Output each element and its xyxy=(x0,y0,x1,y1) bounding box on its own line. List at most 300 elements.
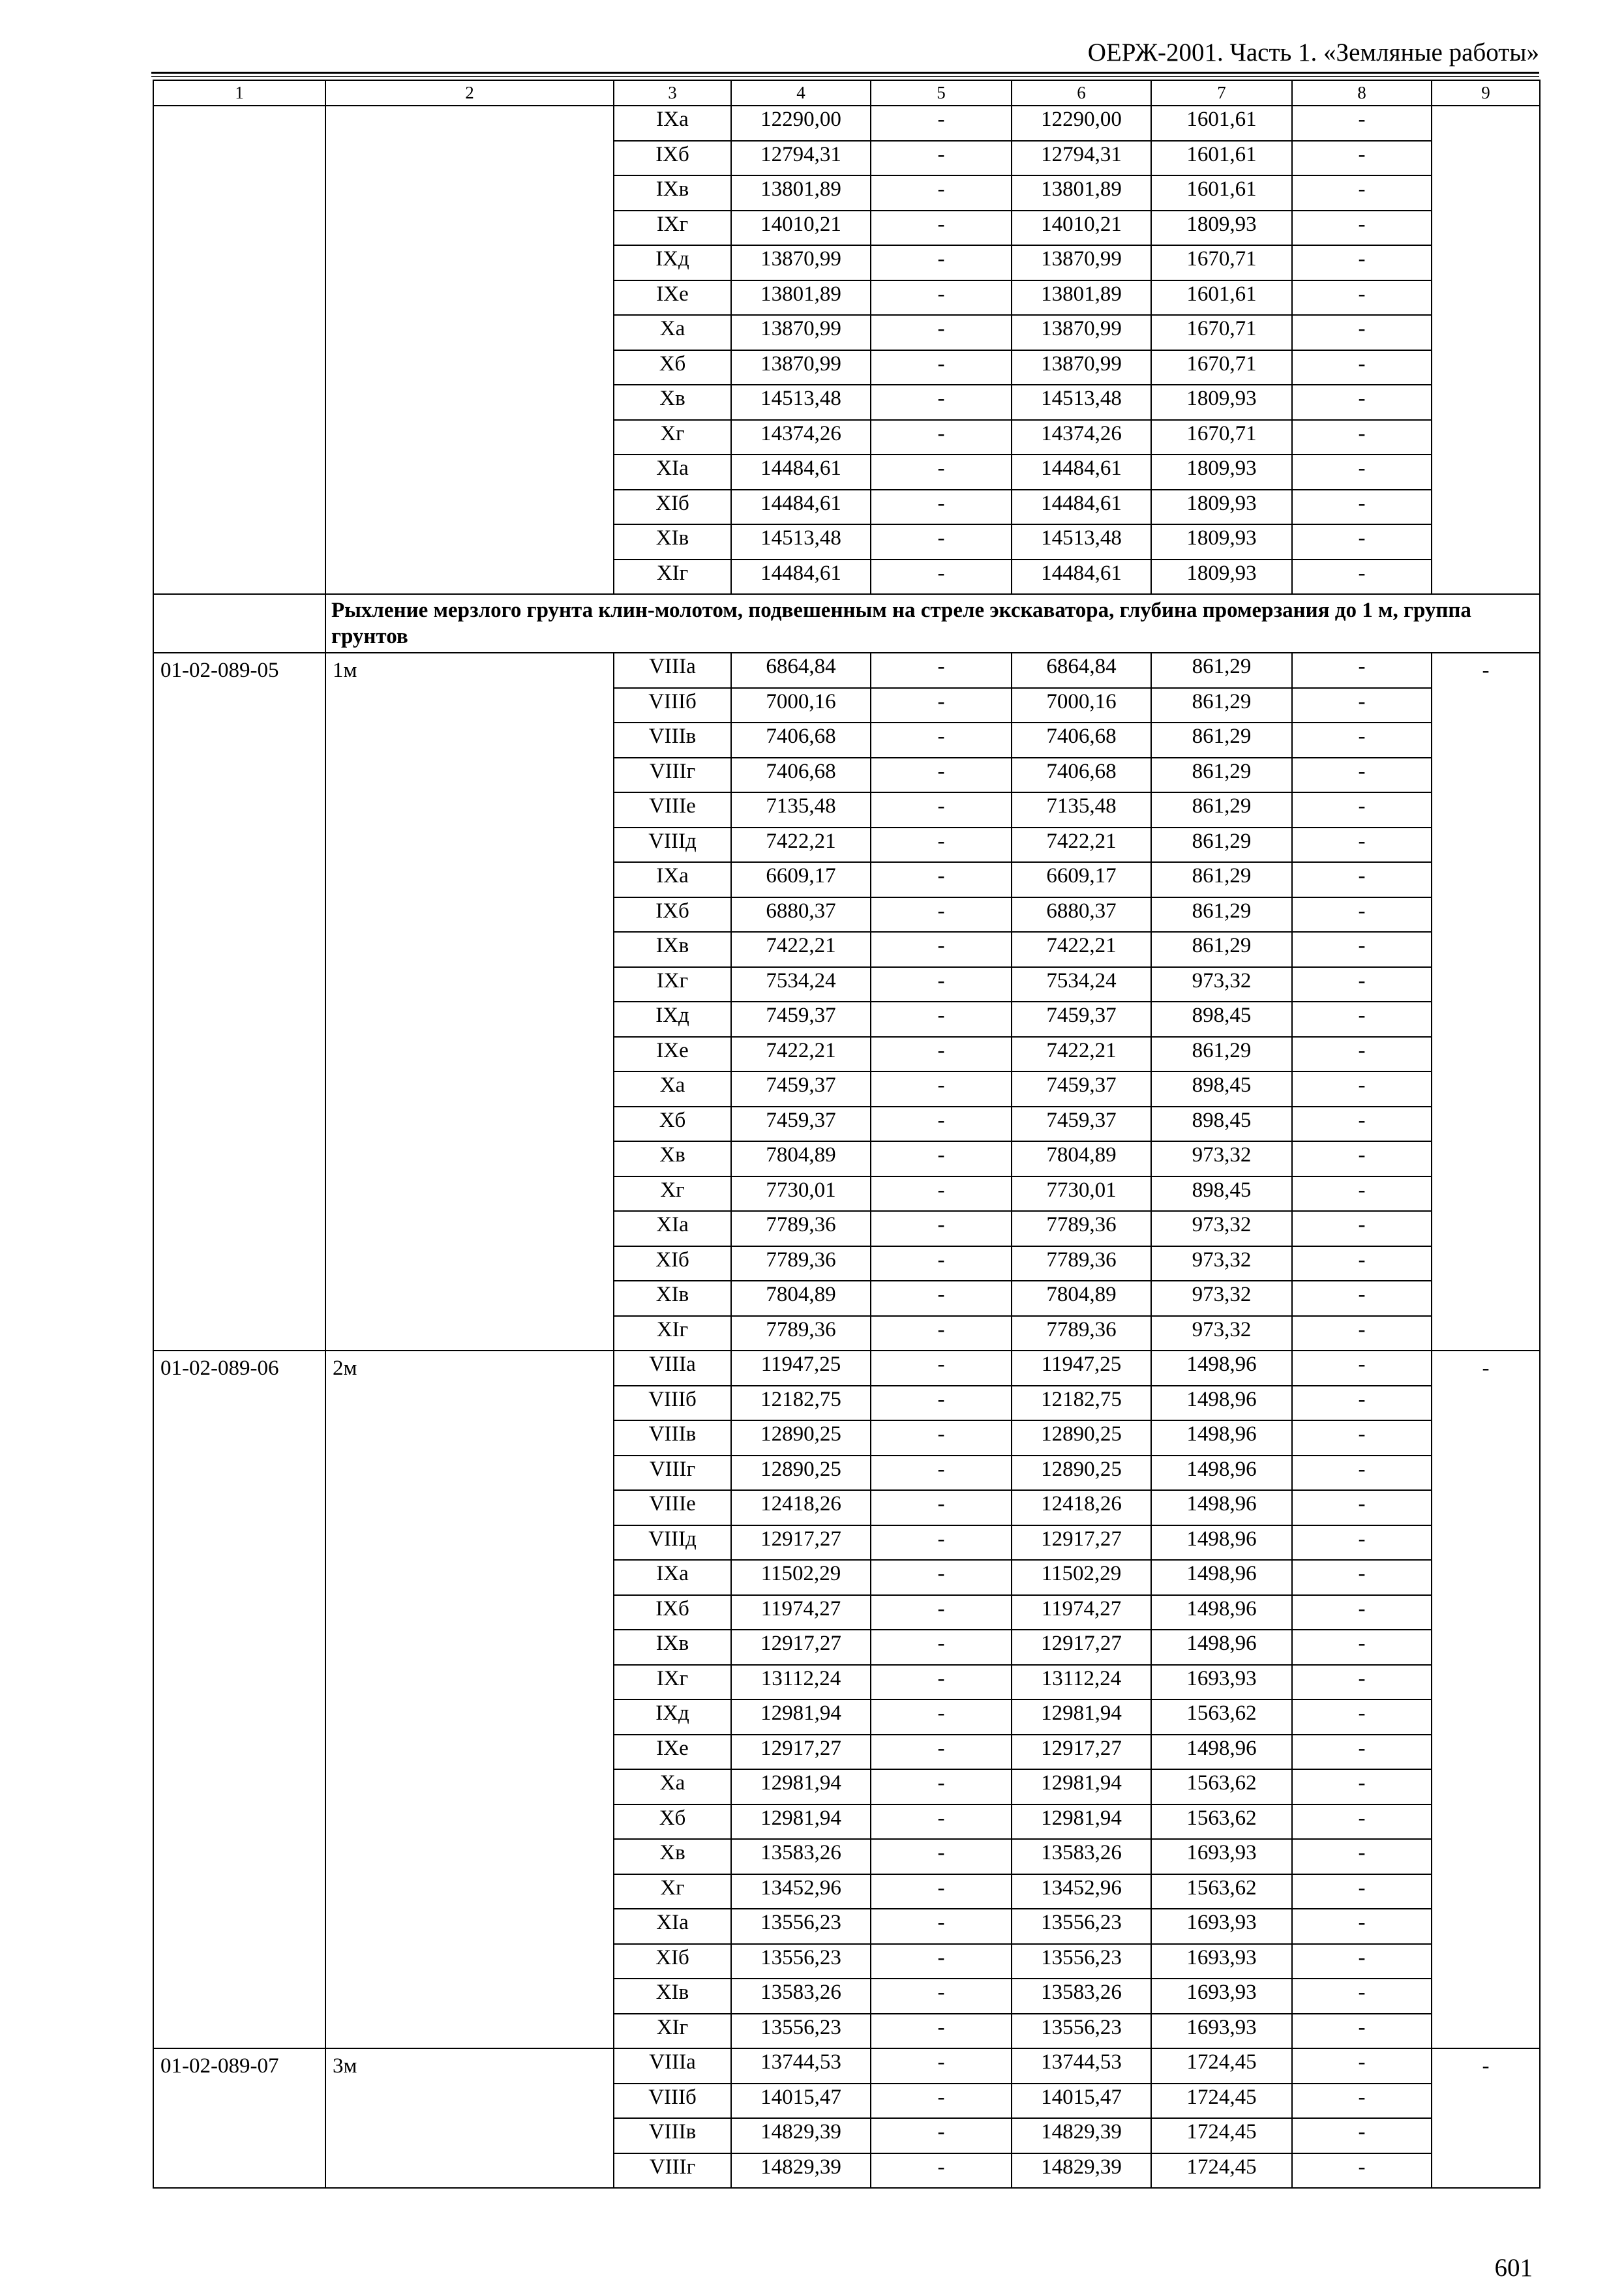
soil-group: IXа xyxy=(614,1560,731,1595)
cost-col9 xyxy=(1432,106,1540,594)
cost-col6: 13801,89 xyxy=(1012,175,1151,211)
cost-col6: 7789,36 xyxy=(1012,1211,1151,1246)
cost-col5: - xyxy=(871,1386,1012,1421)
total-cost: 13583,26 xyxy=(731,1839,871,1874)
cost-col5: - xyxy=(871,420,1012,455)
total-cost: 14484,61 xyxy=(731,455,871,490)
total-cost: 13556,23 xyxy=(731,1944,871,1979)
column-number: 5 xyxy=(871,80,1012,106)
cost-col7: 1809,93 xyxy=(1151,560,1292,595)
cost-col5: - xyxy=(871,141,1012,176)
total-cost: 6880,37 xyxy=(731,897,871,933)
cost-col5: - xyxy=(871,1909,1012,1944)
total-cost: 13556,23 xyxy=(731,1909,871,1944)
cost-col8: - xyxy=(1292,1037,1432,1072)
soil-group: VIIIд xyxy=(614,1525,731,1561)
total-cost: 12418,26 xyxy=(731,1490,871,1525)
cost-col6: 13744,53 xyxy=(1012,2048,1151,2084)
cost-col6: 11974,27 xyxy=(1012,1595,1151,1630)
column-number: 7 xyxy=(1151,80,1292,106)
cost-col7: 1693,93 xyxy=(1151,1839,1292,1874)
cost-col6: 12890,25 xyxy=(1012,1456,1151,1491)
section-spacer xyxy=(153,594,325,653)
cost-col6: 13556,23 xyxy=(1012,1909,1151,1944)
total-cost: 7804,89 xyxy=(731,1281,871,1316)
cost-col5: - xyxy=(871,2118,1012,2153)
cost-col5: - xyxy=(871,1979,1012,2014)
cost-col7: 973,32 xyxy=(1151,1141,1292,1176)
cost-col8: - xyxy=(1292,350,1432,385)
cost-col6: 7534,24 xyxy=(1012,967,1151,1002)
cost-col5: - xyxy=(871,490,1012,525)
total-cost: 14513,48 xyxy=(731,524,871,560)
cost-col7: 1809,93 xyxy=(1151,490,1292,525)
soil-group: Xб xyxy=(614,1804,731,1840)
cost-col7: 1693,93 xyxy=(1151,1665,1292,1700)
cost-col7: 1563,62 xyxy=(1151,1804,1292,1840)
cost-col7: 1498,96 xyxy=(1151,1386,1292,1421)
cost-col5: - xyxy=(871,280,1012,316)
cost-col5: - xyxy=(871,792,1012,828)
cost-col6: 13583,26 xyxy=(1012,1979,1151,2014)
soil-group: XIб xyxy=(614,490,731,525)
total-cost: 14829,39 xyxy=(731,2118,871,2153)
soil-group: Xв xyxy=(614,385,731,420)
cost-col7: 898,45 xyxy=(1151,1002,1292,1037)
cost-col8: - xyxy=(1292,1316,1432,1351)
table-row xyxy=(153,106,1540,141)
cost-col6: 12290,00 xyxy=(1012,106,1151,141)
soil-group: IXб xyxy=(614,141,731,176)
cost-col5: - xyxy=(871,2084,1012,2119)
total-cost: 7135,48 xyxy=(731,792,871,828)
column-number: 3 xyxy=(614,80,731,106)
soil-group: VIIIа xyxy=(614,1351,731,1386)
cost-col8: - xyxy=(1292,245,1432,280)
column-number: 2 xyxy=(325,80,614,106)
soil-group: XIг xyxy=(614,1316,731,1351)
cost-col8: - xyxy=(1292,1804,1432,1840)
cost-col7: 861,29 xyxy=(1151,758,1292,793)
cost-col6: 14829,39 xyxy=(1012,2118,1151,2153)
cost-col7: 1809,93 xyxy=(1151,211,1292,246)
soil-group: Xв xyxy=(614,1141,731,1176)
cost-col5: - xyxy=(871,1595,1012,1630)
soil-group: VIIIб xyxy=(614,688,731,723)
total-cost: 14015,47 xyxy=(731,2084,871,2119)
cost-col8: - xyxy=(1292,1630,1432,1665)
cost-col7: 1498,96 xyxy=(1151,1560,1292,1595)
soil-group: VIIIб xyxy=(614,2084,731,2119)
cost-col6: 14484,61 xyxy=(1012,560,1151,595)
cost-col7: 861,29 xyxy=(1151,1037,1292,1072)
total-cost: 12794,31 xyxy=(731,141,871,176)
soil-group: IXа xyxy=(614,106,731,141)
cost-col6: 12981,94 xyxy=(1012,1804,1151,1840)
column-number: 4 xyxy=(731,80,871,106)
cost-col7: 1809,93 xyxy=(1151,455,1292,490)
cost-col7: 861,29 xyxy=(1151,828,1292,863)
total-cost: 7000,16 xyxy=(731,688,871,723)
total-cost: 7459,37 xyxy=(731,1002,871,1037)
cost-col7: 861,29 xyxy=(1151,862,1292,897)
cost-col5: - xyxy=(871,653,1012,688)
cost-col7: 1693,93 xyxy=(1151,1944,1292,1979)
total-cost: 13801,89 xyxy=(731,280,871,316)
cost-col6: 13583,26 xyxy=(1012,1839,1151,1874)
cost-col5: - xyxy=(871,2014,1012,2049)
cost-col7: 1498,96 xyxy=(1151,1490,1292,1525)
cost-col7: 861,29 xyxy=(1151,897,1292,933)
cost-col7: 1670,71 xyxy=(1151,245,1292,280)
cost-col7: 1724,45 xyxy=(1151,2118,1292,2153)
cost-col5: - xyxy=(871,967,1012,1002)
cost-col8: - xyxy=(1292,1420,1432,1456)
cost-col5: - xyxy=(871,175,1012,211)
total-cost: 13744,53 xyxy=(731,2048,871,2084)
cost-col5: - xyxy=(871,1420,1012,1456)
total-cost: 13870,99 xyxy=(731,315,871,350)
cost-col7: 973,32 xyxy=(1151,967,1292,1002)
total-cost: 7406,68 xyxy=(731,723,871,758)
cost-col5: - xyxy=(871,1804,1012,1840)
cost-col7: 1724,45 xyxy=(1151,2084,1292,2119)
cost-col6: 11947,25 xyxy=(1012,1351,1151,1386)
soil-group: Xб xyxy=(614,1107,731,1142)
soil-group: IXг xyxy=(614,211,731,246)
soil-group: XIа xyxy=(614,1211,731,1246)
cost-col7: 898,45 xyxy=(1151,1176,1292,1212)
cost-col7: 973,32 xyxy=(1151,1246,1292,1281)
document-title: ОЕРЖ-2001. Часть 1. «Земляные работы» xyxy=(1087,38,1539,67)
total-cost: 12981,94 xyxy=(731,1804,871,1840)
cost-col8: - xyxy=(1292,2153,1432,2189)
cost-col8: - xyxy=(1292,1944,1432,1979)
cost-col8: - xyxy=(1292,1979,1432,2014)
cost-col7: 1670,71 xyxy=(1151,420,1292,455)
soil-group: Xг xyxy=(614,1176,731,1212)
cost-col8: - xyxy=(1292,1176,1432,1212)
total-cost: 13870,99 xyxy=(731,350,871,385)
soil-group: VIIIа xyxy=(614,2048,731,2084)
cost-col7: 1498,96 xyxy=(1151,1420,1292,1456)
total-cost: 13556,23 xyxy=(731,2014,871,2049)
cost-col5: - xyxy=(871,1944,1012,1979)
cost-col8: - xyxy=(1292,723,1432,758)
cost-col7: 898,45 xyxy=(1151,1071,1292,1107)
table-row xyxy=(153,653,1540,688)
cost-col6: 13556,23 xyxy=(1012,1944,1151,1979)
cost-col8: - xyxy=(1292,1909,1432,1944)
rate-name xyxy=(325,106,614,594)
cost-col6: 12917,27 xyxy=(1012,1735,1151,1770)
cost-col6: 14513,48 xyxy=(1012,385,1151,420)
rate-code: 01-02-089-05 xyxy=(153,653,325,1351)
cost-col9: - xyxy=(1432,653,1540,1351)
cost-col7: 973,32 xyxy=(1151,1281,1292,1316)
cost-col6: 14374,26 xyxy=(1012,420,1151,455)
cost-col5: - xyxy=(871,106,1012,141)
soil-group: IXе xyxy=(614,1037,731,1072)
cost-col6: 6880,37 xyxy=(1012,897,1151,933)
cost-col5: - xyxy=(871,1281,1012,1316)
cost-col6: 14484,61 xyxy=(1012,455,1151,490)
soil-group: IXб xyxy=(614,897,731,933)
cost-col7: 1498,96 xyxy=(1151,1630,1292,1665)
cost-col9: - xyxy=(1432,1351,1540,2048)
cost-col8: - xyxy=(1292,2014,1432,2049)
total-cost: 14010,21 xyxy=(731,211,871,246)
column-number: 1 xyxy=(153,80,325,106)
cost-col5: - xyxy=(871,1037,1012,1072)
cost-col7: 898,45 xyxy=(1151,1107,1292,1142)
section-row xyxy=(153,594,1540,653)
cost-col5: - xyxy=(871,1246,1012,1281)
cost-col8: - xyxy=(1292,688,1432,723)
soil-group: IXе xyxy=(614,1735,731,1770)
page-number: 601 xyxy=(1494,2254,1533,2282)
cost-col8: - xyxy=(1292,828,1432,863)
cost-col7: 1601,61 xyxy=(1151,175,1292,211)
soil-group: IXв xyxy=(614,175,731,211)
cost-col7: 1563,62 xyxy=(1151,1874,1292,1909)
cost-col7: 1498,96 xyxy=(1151,1456,1292,1491)
total-cost: 7789,36 xyxy=(731,1316,871,1351)
soil-group: VIIIе xyxy=(614,1490,731,1525)
cost-col5: - xyxy=(871,1630,1012,1665)
cost-col8: - xyxy=(1292,1525,1432,1561)
column-number: 9 xyxy=(1432,80,1540,106)
cost-col8: - xyxy=(1292,967,1432,1002)
soil-group: IXв xyxy=(614,1630,731,1665)
cost-col6: 14829,39 xyxy=(1012,2153,1151,2189)
cost-col8: - xyxy=(1292,560,1432,595)
cost-col7: 861,29 xyxy=(1151,792,1292,828)
cost-col8: - xyxy=(1292,1386,1432,1421)
soil-group: Xа xyxy=(614,1769,731,1804)
cost-col7: 1601,61 xyxy=(1151,141,1292,176)
soil-group: XIа xyxy=(614,1909,731,1944)
soil-group: VIIIг xyxy=(614,2153,731,2189)
soil-group: VIIIв xyxy=(614,1420,731,1456)
total-cost: 6864,84 xyxy=(731,653,871,688)
cost-col6: 6609,17 xyxy=(1012,862,1151,897)
cost-col5: - xyxy=(871,560,1012,595)
cost-col6: 14010,21 xyxy=(1012,211,1151,246)
cost-col8: - xyxy=(1292,106,1432,141)
soil-group: XIв xyxy=(614,1281,731,1316)
cost-col8: - xyxy=(1292,1874,1432,1909)
rate-code xyxy=(153,106,325,594)
cost-col7: 1693,93 xyxy=(1151,1979,1292,2014)
soil-group: VIIIг xyxy=(614,758,731,793)
soil-group: Xа xyxy=(614,315,731,350)
cost-col7: 1809,93 xyxy=(1151,524,1292,560)
cost-col5: - xyxy=(871,1176,1012,1212)
soil-group: XIв xyxy=(614,1979,731,2014)
cost-col6: 6864,84 xyxy=(1012,653,1151,688)
cost-col9: - xyxy=(1432,2048,1540,2188)
cost-col6: 7789,36 xyxy=(1012,1316,1151,1351)
cost-col8: - xyxy=(1292,141,1432,176)
cost-col8: - xyxy=(1292,211,1432,246)
cost-col8: - xyxy=(1292,1769,1432,1804)
cost-col5: - xyxy=(871,1351,1012,1386)
cost-col8: - xyxy=(1292,420,1432,455)
soil-group: Xг xyxy=(614,420,731,455)
cost-col6: 14015,47 xyxy=(1012,2084,1151,2119)
cost-col5: - xyxy=(871,897,1012,933)
total-cost: 12290,00 xyxy=(731,106,871,141)
soil-group: VIIIд xyxy=(614,828,731,863)
cost-col7: 1601,61 xyxy=(1151,106,1292,141)
total-cost: 6609,17 xyxy=(731,862,871,897)
total-cost: 11947,25 xyxy=(731,1351,871,1386)
total-cost: 12890,25 xyxy=(731,1456,871,1491)
soil-group: VIIIв xyxy=(614,723,731,758)
cost-col5: - xyxy=(871,862,1012,897)
cost-col6: 12182,75 xyxy=(1012,1386,1151,1421)
soil-group: IXд xyxy=(614,245,731,280)
total-cost: 12917,27 xyxy=(731,1735,871,1770)
soil-group: Xа xyxy=(614,1071,731,1107)
cost-col7: 1724,45 xyxy=(1151,2153,1292,2189)
soil-group: XIв xyxy=(614,524,731,560)
cost-col5: - xyxy=(871,1699,1012,1735)
cost-col6: 12981,94 xyxy=(1012,1769,1151,1804)
cost-col5: - xyxy=(871,723,1012,758)
soil-group: IXа xyxy=(614,862,731,897)
cost-col7: 1563,62 xyxy=(1151,1769,1292,1804)
cost-col8: - xyxy=(1292,1456,1432,1491)
cost-col6: 13112,24 xyxy=(1012,1665,1151,1700)
cost-col6: 12981,94 xyxy=(1012,1699,1151,1735)
cost-col8: - xyxy=(1292,758,1432,793)
total-cost: 7422,21 xyxy=(731,828,871,863)
total-cost: 7406,68 xyxy=(731,758,871,793)
cost-col8: - xyxy=(1292,385,1432,420)
cost-col8: - xyxy=(1292,1595,1432,1630)
cost-col5: - xyxy=(871,1874,1012,1909)
cost-col5: - xyxy=(871,2048,1012,2084)
cost-col5: - xyxy=(871,1560,1012,1595)
cost-col5: - xyxy=(871,688,1012,723)
cost-col7: 1563,62 xyxy=(1151,1699,1292,1735)
cost-col8: - xyxy=(1292,1246,1432,1281)
total-cost: 12981,94 xyxy=(731,1769,871,1804)
soil-group: VIIIг xyxy=(614,1456,731,1491)
cost-col6: 7804,89 xyxy=(1012,1281,1151,1316)
cost-col5: - xyxy=(871,211,1012,246)
rate-name: 3м xyxy=(325,2048,614,2188)
total-cost: 7422,21 xyxy=(731,932,871,967)
soil-group: VIIIа xyxy=(614,653,731,688)
cost-col8: - xyxy=(1292,280,1432,316)
cost-col5: - xyxy=(871,1665,1012,1700)
header-rule xyxy=(151,72,1539,77)
cost-col6: 7459,37 xyxy=(1012,1002,1151,1037)
soil-group: XIа xyxy=(614,455,731,490)
table-row xyxy=(153,2048,1540,2084)
soil-group: IXв xyxy=(614,932,731,967)
cost-col8: - xyxy=(1292,2084,1432,2119)
cost-col6: 7422,21 xyxy=(1012,1037,1151,1072)
soil-group: IXб xyxy=(614,1595,731,1630)
soil-group: VIIIе xyxy=(614,792,731,828)
cost-col5: - xyxy=(871,758,1012,793)
total-cost: 11502,29 xyxy=(731,1560,871,1595)
total-cost: 12981,94 xyxy=(731,1699,871,1735)
rates-table xyxy=(153,80,1541,2189)
total-cost: 7789,36 xyxy=(731,1211,871,1246)
cost-col5: - xyxy=(871,2153,1012,2189)
cost-col8: - xyxy=(1292,1107,1432,1142)
soil-group: VIIIб xyxy=(614,1386,731,1421)
soil-group: XIб xyxy=(614,1246,731,1281)
cost-col6: 13556,23 xyxy=(1012,2014,1151,2049)
soil-group: XIг xyxy=(614,2014,731,2049)
cost-col7: 1498,96 xyxy=(1151,1351,1292,1386)
rate-code: 01-02-089-06 xyxy=(153,1351,325,2048)
cost-col5: - xyxy=(871,1316,1012,1351)
total-cost: 13870,99 xyxy=(731,245,871,280)
rate-name: 2м xyxy=(325,1351,614,2048)
cost-col7: 1693,93 xyxy=(1151,1909,1292,1944)
cost-col6: 13452,96 xyxy=(1012,1874,1151,1909)
total-cost: 14484,61 xyxy=(731,490,871,525)
cost-col6: 12890,25 xyxy=(1012,1420,1151,1456)
cost-col5: - xyxy=(871,385,1012,420)
cost-col5: - xyxy=(871,1735,1012,1770)
cost-col6: 7406,68 xyxy=(1012,723,1151,758)
soil-group: XIг xyxy=(614,560,731,595)
cost-col5: - xyxy=(871,1769,1012,1804)
cost-col7: 1724,45 xyxy=(1151,2048,1292,2084)
cost-col7: 1601,61 xyxy=(1151,280,1292,316)
cost-col6: 12418,26 xyxy=(1012,1490,1151,1525)
cost-col5: - xyxy=(871,524,1012,560)
cost-col8: - xyxy=(1292,1735,1432,1770)
total-cost: 11974,27 xyxy=(731,1595,871,1630)
total-cost: 12917,27 xyxy=(731,1525,871,1561)
column-number-row xyxy=(153,80,1540,106)
cost-col5: - xyxy=(871,1456,1012,1491)
soil-group: XIб xyxy=(614,1944,731,1979)
column-number: 6 xyxy=(1012,80,1151,106)
cost-col6: 13870,99 xyxy=(1012,315,1151,350)
cost-col6: 12917,27 xyxy=(1012,1525,1151,1561)
cost-col7: 861,29 xyxy=(1151,723,1292,758)
total-cost: 7730,01 xyxy=(731,1176,871,1212)
total-cost: 14513,48 xyxy=(731,385,871,420)
cost-col5: - xyxy=(871,932,1012,967)
cost-col8: - xyxy=(1292,897,1432,933)
total-cost: 7534,24 xyxy=(731,967,871,1002)
cost-col7: 1670,71 xyxy=(1151,315,1292,350)
cost-col7: 973,32 xyxy=(1151,1316,1292,1351)
total-cost: 7459,37 xyxy=(731,1071,871,1107)
total-cost: 12182,75 xyxy=(731,1386,871,1421)
cost-col5: - xyxy=(871,1071,1012,1107)
cost-col7: 1498,96 xyxy=(1151,1735,1292,1770)
cost-col7: 1809,93 xyxy=(1151,385,1292,420)
cost-col6: 7406,68 xyxy=(1012,758,1151,793)
soil-group: Xб xyxy=(614,350,731,385)
cost-col8: - xyxy=(1292,932,1432,967)
table-body xyxy=(153,80,1540,2188)
cost-col8: - xyxy=(1292,490,1432,525)
soil-group: Xв xyxy=(614,1839,731,1874)
